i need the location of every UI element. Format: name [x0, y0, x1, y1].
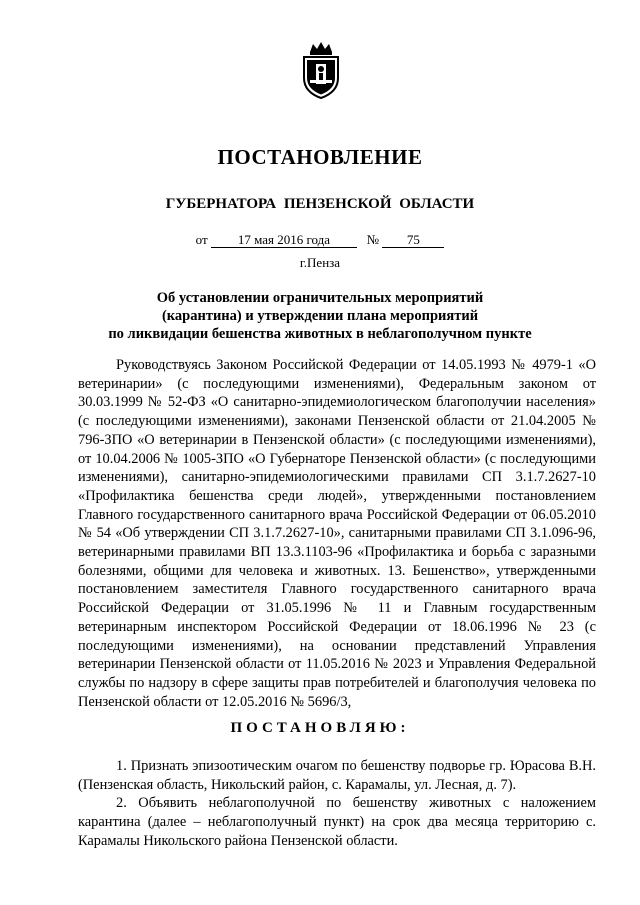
document-date: 17 мая 2016 года: [211, 233, 357, 248]
city: г.Пенза: [299, 255, 341, 270]
document-heading: [90, 289, 550, 343]
document-number: 75: [382, 233, 444, 248]
decree-items: [78, 757, 596, 851]
heading-line-3: по ликвидации бешенства животных в неблагополучном пункте: [108, 326, 532, 342]
preamble-section: [78, 356, 596, 711]
heading-line-1: Об установлении ограничительных мероприятий: [156, 290, 484, 306]
date-prefix: от: [195, 232, 208, 247]
date-line: [0, 232, 640, 248]
issuer-title: ГУБЕРНАТОРА ПЕНЗЕНСКОЙ ОБЛАСТИ: [165, 196, 475, 212]
heading-line-2: (карантина) и утверждении плана мероприятий: [161, 308, 479, 324]
decree-item-2: 2. Объявить неблагополучной по бешенству животных с наложением карантина (далее – неблагополучный пункт) на срок два месяца территорию с. Карамалы Никольского района Пензенской области.: [78, 795, 596, 849]
decree-item-1: 1. Признать эпизоотическим очагом по бешенству подворье гр. Юрасова В.Н. (Пензенская область, Никольский район, с. Карамалы, ул. Лесная, д. 7).: [78, 758, 596, 793]
page-title: ПОСТАНОВЛЕНИЕ: [217, 145, 423, 169]
number-sign: №: [366, 232, 380, 247]
coat-of-arms-icon: [296, 40, 346, 100]
preamble-paragraph: Руководствуясь Законом Российской Федерации от 14.05.1993 № 4979-1 «О ветеринарии» (с последующими изменениями), Федеральным законом от 30.03.1999 № 52-ФЗ «О санитарно-эпидемиологическом благополучии населения» (с последующими изменениями), законами Пензенской области от 21.04.2005 № 796-ЗПО «О ветеринарии в Пензенской области» (с последующими изменениями), от 10.04.2006 № 1005-ЗПО «О Губернаторе Пензенской области» (с последующими изменениями), санитарно-эпидемиологическими правилами СП 3.1.7.2627-10 «Профилактика бешенства среди людей», утвержденными постановлением Главного государственного санитарного врача Российской Федерации от 06.05.2010 № 54 «Об утверждении СП 3.1.7.2627-10», санитарными правилами СП 3.1.096-96, ветеринарными правилами ВП 13.3.1103-96 «Профилактика и борьба с заразными болезнями, общими для человека и животных. 13. Бешенство», утвержденными постановлением заместителя Главного государственного санитарного врача Российской Федерации от 31.05.1996 № 11 и Главным государственным ветеринарным инспектором Российской Федерации от 18.06.1996 № 23 (с последующими изменениями), на основании представлений Управления ветеринарии Пензенской области от 11.05.2016 № 2023 и Управления Федеральной службы по надзору в сфере защиты прав потребителей и благополучия человека по Пензенской области от 12.05.2016 № 5696/3,: [78, 357, 596, 710]
decree-heading: ПОСТАНОВЛЯЮ:: [230, 720, 410, 736]
